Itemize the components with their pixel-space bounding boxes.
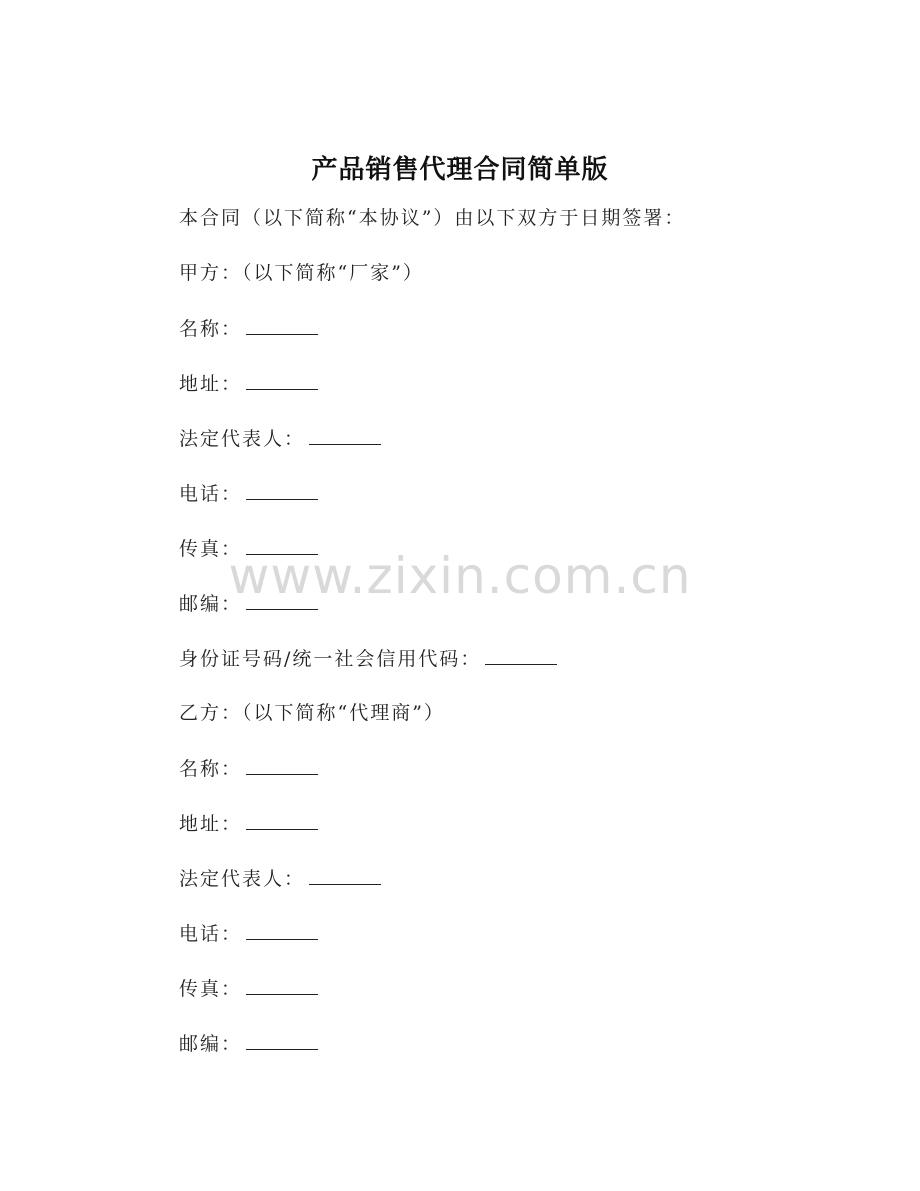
field-label: 邮编： [179,1033,243,1055]
fill-in-blank [246,308,318,335]
party-a-name-field [179,308,859,363]
party-a-legal-rep-field [179,418,859,473]
site-watermark: www.zixin.com.cn [228,547,692,605]
party-a-phone-field [179,473,859,528]
fill-in-blank [246,1023,318,1050]
fill-in-blank [246,913,318,940]
party-b-legal-rep-field [179,858,859,913]
party-b-name-field [179,748,859,803]
party-a-postcode-field [179,583,859,638]
party-a-fax-field [179,528,859,583]
field-label: 电话： [179,483,243,505]
intro-paragraph: 本合同（以下简称“本协议”）由以下双方于日期签署： [179,207,686,229]
field-label: 身份证号码/统一社会信用代码： [179,648,482,670]
field-label: 法定代表人： [179,428,306,450]
party-b-heading: 乙方：（以下简称“代理商”） [179,702,445,724]
party-b-fax-field [179,968,859,1023]
field-label: 传真： [179,978,243,1000]
party-a-address-field [179,363,859,418]
fill-in-blank [309,858,381,885]
party-a-heading: 甲方：（以下简称“厂家”） [179,262,424,284]
field-label: 电话： [179,923,243,945]
fill-in-blank [485,638,557,665]
party-b-phone-field [179,913,859,968]
party-a-id-code-field [179,638,859,693]
fill-in-blank [246,528,318,555]
fill-in-blank [246,748,318,775]
fill-in-blank [246,473,318,500]
party-b-postcode-field [179,1023,859,1078]
document-body [179,198,859,1078]
document-title: 产品销售代理合同简单版 [311,155,609,185]
field-label: 传真： [179,538,243,560]
fill-in-blank [246,583,318,610]
field-label: 地址： [179,813,243,835]
field-label: 地址： [179,373,243,395]
field-label: 法定代表人： [179,868,306,890]
field-label: 名称： [179,318,243,340]
fill-in-blank [309,418,381,445]
fill-in-blank [246,363,318,390]
party-b-address-field [179,803,859,858]
fill-in-blank [246,803,318,830]
field-label: 名称： [179,758,243,780]
fill-in-blank [246,968,318,995]
field-label: 邮编： [179,593,243,615]
